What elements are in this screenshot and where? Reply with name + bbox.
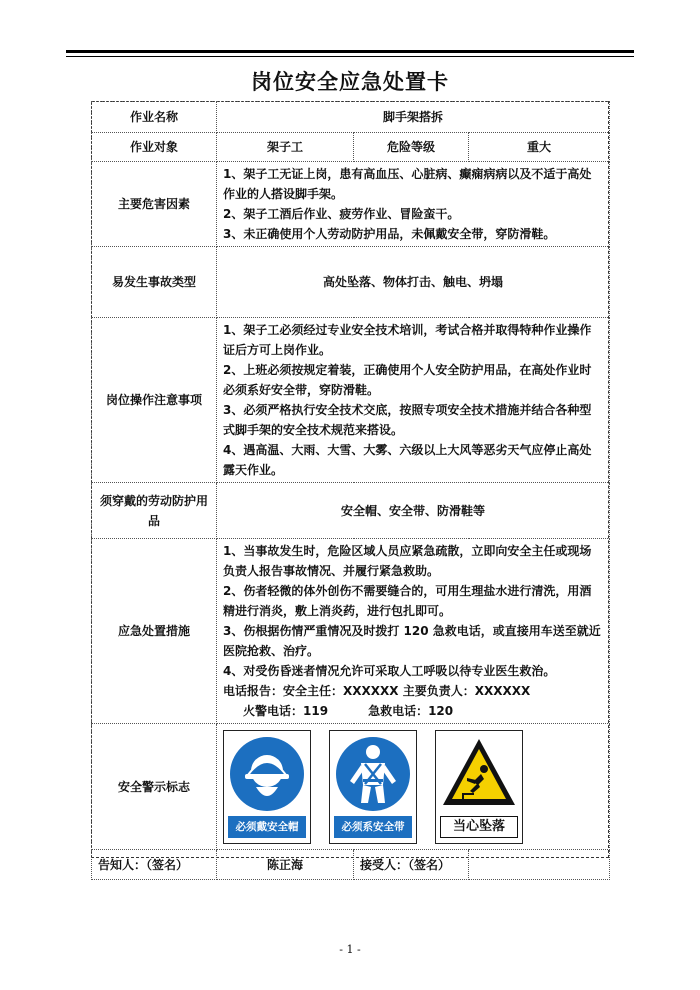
safety-signs: [223, 730, 603, 844]
emergency-content: [217, 539, 610, 724]
ambulance-phone: 急救电话：120: [368, 704, 454, 718]
signs-label: 安全警示标志: [92, 724, 217, 850]
hazards-content: [217, 162, 610, 247]
page-number: - 1 -: [339, 943, 361, 956]
sign-caption: 必须系安全带: [334, 816, 412, 838]
falling-warning-icon: [440, 735, 518, 813]
row-hazards: [92, 162, 610, 247]
operation-notes-content: [217, 318, 610, 483]
sign-caption: 必须戴安全帽: [228, 816, 306, 838]
sign-caption: 当心坠落: [440, 816, 518, 838]
row-signs: [92, 724, 610, 850]
fire-phone: 火警电话：119: [243, 704, 329, 718]
emergency-card-table: [91, 101, 610, 880]
operation-note-item: 3、必须严格执行安全技术交底，按照专项安全技术措施并结合各种型式脚手架的安全技术规范来搭设。: [223, 403, 592, 437]
emergency-label: 应急处置措施: [92, 539, 217, 724]
header-rule-thick: [66, 50, 634, 53]
job-target-value: 架子工: [217, 133, 354, 162]
sign-falling-warning: [435, 730, 523, 844]
receiver-label: 接受人：（签名）: [354, 850, 469, 880]
row-emergency: [92, 539, 610, 724]
operation-note-item: 4、遇高温、大雨、大雪、大雾、六级以上大风等恶劣天气应停止高处露天作业。: [223, 443, 592, 477]
row-ppe: [92, 483, 610, 539]
emergency-item: 2、伤者轻微的体外创伤不需要缝合的，可用生理盐水进行清洗，用酒精进行消炎，敷上消炎药，进行包扎即可。: [223, 584, 592, 618]
operation-notes-label: 岗位操作注意事项: [92, 318, 217, 483]
job-target-label: 作业对象: [92, 133, 217, 162]
hazards-label: 主要危害因素: [92, 162, 217, 247]
operation-note-item: 2、上班必须按规定着装，正确使用个人安全防护用品，在高处作业时必须系好安全带，穿防滑鞋。: [223, 363, 592, 397]
emergency-item: 3、伤根据伤情严重情况及时拨打 120 急救电话，或直接用车送至就近医院抢救、治疗。: [223, 624, 601, 658]
danger-level-label: 危险等级: [354, 133, 469, 162]
danger-level-value: 重大: [469, 133, 610, 162]
signs-content: [217, 724, 610, 850]
row-accident-types: [92, 247, 610, 318]
row-signature: [92, 850, 610, 880]
accident-types-value: 高处坠落、物体打击、触电、坍塌: [217, 247, 610, 318]
hazard-item: 3、未正确使用个人劳动防护用品，未佩戴安全带，穿防滑鞋。: [223, 227, 556, 241]
header-rule-thin: [66, 56, 634, 57]
hard-hat-icon: [228, 735, 306, 813]
receiver-signature: [469, 850, 610, 880]
harness-icon: [334, 735, 412, 813]
sign-harness: [329, 730, 417, 844]
emergency-phones: [223, 701, 603, 721]
job-name-label: 作业名称: [92, 102, 217, 133]
ppe-label: 须穿戴的劳动防护用品: [92, 483, 217, 539]
hazard-item: 1、架子工无证上岗，患有高血压、心脏病、癫痫病病以及不适于高处作业的人搭设脚手架。: [223, 167, 592, 201]
emergency-item: 4、对受伤昏迷者情况允许可采取人工呼吸以待专业医生救治。: [223, 664, 556, 678]
job-name-value: 脚手架搭拆: [217, 102, 610, 133]
ppe-value: 安全帽、安全带、防滑鞋等: [217, 483, 610, 539]
hazard-item: 2、架子工酒后作业、疲劳作业、冒险蛮干。: [223, 207, 460, 221]
phone-report: 电话报告：安全主任：XXXXXX 主要负责人：XXXXXX: [223, 684, 531, 698]
row-operation-notes: [92, 318, 610, 483]
operation-note-item: 1、架子工必须经过专业安全技术培训，考试合格并取得特种作业操作证后方可上岗作业。: [223, 323, 592, 357]
sign-hard-hat: [223, 730, 311, 844]
emergency-item: 1、当事故发生时，危险区域人员应紧急疏散，立即向安全主任或现场负责人报告事故情况、并履行紧急救助。: [223, 544, 592, 578]
notifier-label: 告知人：（签名）: [92, 850, 217, 880]
accident-types-label: 易发生事故类型: [92, 247, 217, 318]
row-job-target: [92, 133, 610, 162]
row-job-name: [92, 102, 610, 133]
notifier-signature: 陈正海: [217, 850, 354, 880]
page-title: 岗位安全应急处置卡: [251, 70, 449, 94]
